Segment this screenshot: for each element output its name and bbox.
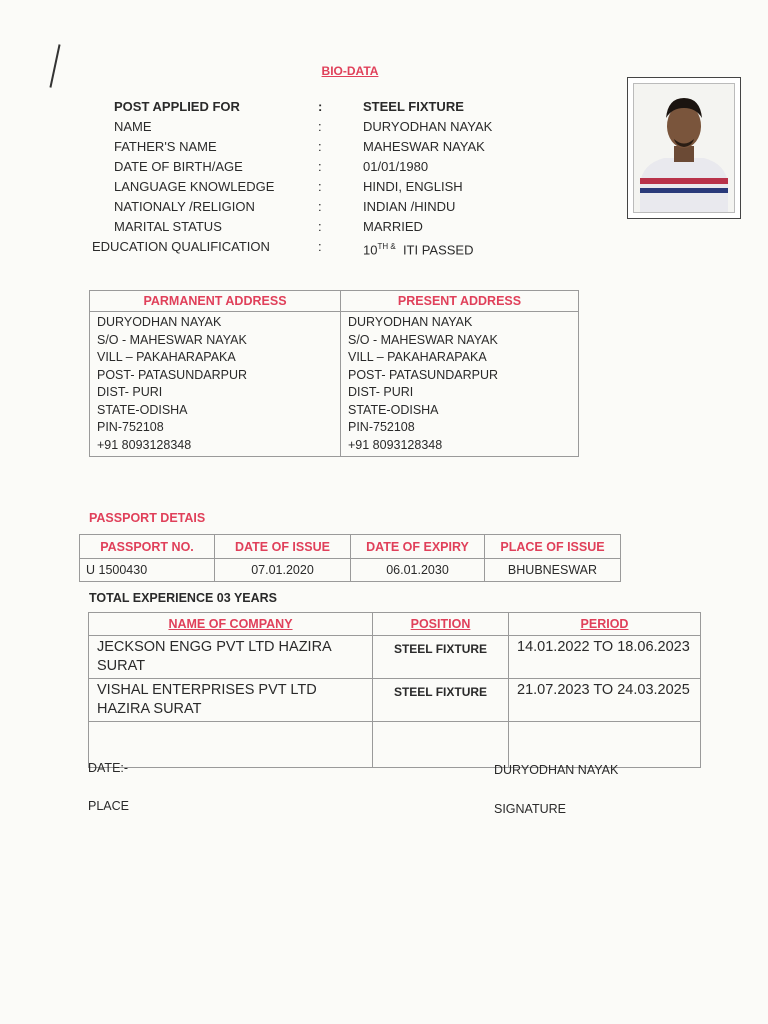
passport-col-header: DATE OF ISSUE <box>215 535 351 559</box>
info-value: STEEL FIXTURE <box>363 99 464 114</box>
experience-table <box>88 612 701 768</box>
period: 21.07.2023 TO 24.03.2025 <box>509 679 701 722</box>
permanent-address-header: PARMANENT ADDRESS <box>90 291 341 312</box>
experience-col-header: NAME OF COMPANY <box>89 613 373 636</box>
info-label: MARITAL STATUS <box>114 219 222 234</box>
info-value: 01/01/1980 <box>363 159 429 174</box>
info-colon: : <box>318 119 322 134</box>
info-label: NAME <box>114 119 152 134</box>
address-table <box>89 290 579 457</box>
info-label: DATE OF BIRTH/AGE <box>114 159 243 174</box>
address-line: VILL – PAKAHARAPAKA <box>97 350 236 364</box>
page-title: BIO-DATA <box>321 64 379 78</box>
experience-heading: TOTAL EXPERIENCE 03 YEARS <box>89 591 278 605</box>
info-value: DURYODHAN NAYAK <box>363 119 493 134</box>
passport-number: U 1500430 <box>80 559 215 582</box>
passport-table <box>79 534 621 582</box>
address-line: S/O - MAHESWAR NAYAK <box>97 332 247 347</box>
passport-col-header: PASSPORT NO. <box>80 535 215 559</box>
present-address-header: PRESENT ADDRESS <box>341 291 579 312</box>
info-value: INDIAN /HINDU <box>363 199 456 214</box>
info-colon: : <box>318 199 322 214</box>
address-line: STATE-ODISHA <box>97 402 188 417</box>
position: STEEL FIXTURE <box>373 679 509 722</box>
info-colon: : <box>318 219 322 234</box>
address-line: DIST- PURI <box>348 385 414 399</box>
info-colon: : <box>318 239 322 254</box>
info-value: MARRIED <box>363 219 423 234</box>
address-line: POST- PATASUNDARPUR <box>97 367 248 382</box>
address-line: DURYODHAN NAYAK <box>97 315 222 329</box>
permanent-address <box>90 312 341 457</box>
period <box>509 722 701 768</box>
present-address <box>341 312 579 457</box>
passport-place: BHUBNESWAR <box>485 559 621 582</box>
table-row <box>89 636 701 679</box>
info-colon: : <box>318 159 322 174</box>
address-line: DURYODHAN NAYAK <box>348 315 473 329</box>
info-label: NATIONALY /RELIGION <box>114 199 255 214</box>
signature-label: SIGNATURE <box>494 802 566 816</box>
info-colon: : <box>318 179 322 194</box>
address-line: S/O - MAHESWAR NAYAK <box>348 332 498 347</box>
address-line: DIST- PURI <box>97 385 163 399</box>
address-line: +91 8093128348 <box>97 437 192 452</box>
address-line: VILL – PAKAHARAPAKA <box>348 350 487 364</box>
education-grade-suffix: TH & <box>377 242 396 251</box>
table-row <box>89 679 701 722</box>
info-colon: : <box>318 99 323 114</box>
education-grade: 10 <box>363 242 378 258</box>
address-line: POST- PATASUNDARPUR <box>348 367 499 382</box>
info-value: HINDI, ENGLISH <box>363 179 463 194</box>
experience-col-header: POSITION <box>373 613 509 636</box>
passport-col-header: DATE OF EXPIRY <box>351 535 485 559</box>
info-label: FATHER'S NAME <box>114 139 217 154</box>
photo-image <box>633 83 735 213</box>
passport-heading: PASSPORT DETAIS <box>89 511 206 525</box>
info-value: MAHESWAR NAYAK <box>363 139 485 154</box>
address-line: PIN-752108 <box>97 420 164 434</box>
address-line: PIN-752108 <box>348 420 415 434</box>
date-label: DATE:- <box>88 761 129 775</box>
info-value <box>363 237 474 260</box>
company-name: JECKSON ENGG PVT LTD HAZIRA SURAT <box>89 636 373 679</box>
passport-expiry-date: 06.01.2030 <box>351 559 485 582</box>
info-label: LANGUAGE KNOWLEDGE <box>114 179 275 194</box>
info-label: EDUCATION QUALIFICATION <box>92 239 270 254</box>
position: STEEL FIXTURE <box>373 636 509 679</box>
company-name <box>89 722 373 768</box>
period: 14.01.2022 TO 18.06.2023 <box>509 636 701 679</box>
place-label: PLACE <box>88 799 129 813</box>
signer-name: DURYODHAN NAYAK <box>494 763 619 777</box>
table-row <box>89 722 701 768</box>
education-detail: ITI PASSED <box>402 242 474 258</box>
experience-col-header: PERIOD <box>509 613 701 636</box>
info-colon: : <box>318 139 322 154</box>
position <box>373 722 509 768</box>
address-line: +91 8093128348 <box>348 437 443 452</box>
company-name: VISHAL ENTERPRISES PVT LTD HAZIRA SURAT <box>89 679 373 722</box>
profile-photo <box>627 77 741 219</box>
person-photo-icon <box>634 84 734 212</box>
passport-col-header: PLACE OF ISSUE <box>485 535 621 559</box>
passport-issue-date: 07.01.2020 <box>215 559 351 582</box>
info-label: POST APPLIED FOR <box>114 99 240 114</box>
address-line: STATE-ODISHA <box>348 402 439 417</box>
